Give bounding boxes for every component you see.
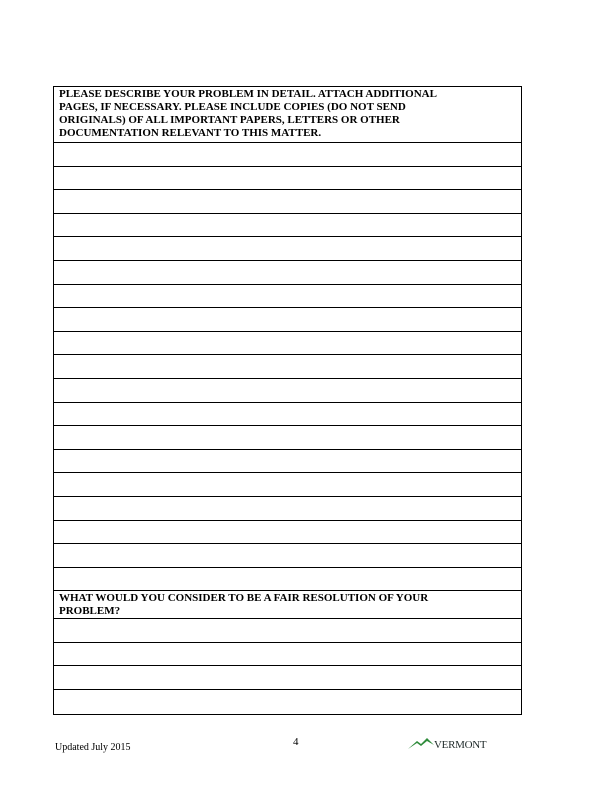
complaint-form-table xyxy=(53,86,522,715)
fair-resolution-prompt: WHAT WOULD YOU CONSIDER TO BE A FAIR RESOLUTION OF YOUR PROBLEM? xyxy=(54,591,521,619)
writing-line[interactable] xyxy=(54,355,521,379)
writing-line[interactable] xyxy=(54,308,521,332)
writing-line[interactable] xyxy=(54,190,521,214)
vermont-logo-text: VERMONT xyxy=(434,739,487,751)
writing-line[interactable] xyxy=(54,568,521,592)
writing-line[interactable] xyxy=(54,379,521,403)
writing-line[interactable] xyxy=(54,426,521,450)
writing-line[interactable] xyxy=(54,473,521,497)
writing-line[interactable] xyxy=(54,643,521,667)
problem-description-lines xyxy=(54,143,521,591)
writing-line[interactable] xyxy=(54,690,521,714)
updated-date: Updated July 2015 xyxy=(55,742,131,753)
writing-line[interactable] xyxy=(54,521,521,545)
writing-line[interactable] xyxy=(54,285,521,309)
problem-description-prompt: PLEASE DESCRIBE YOUR PROBLEM IN DETAIL. ATTACH ADDITIONAL PAGES, IF NECESSARY. PLEASE INCLUDE COPIES (DO NOT SEND ORIGINALS) OF ALL IMPORTANT PAPERS, LETTERS OR OTHER DOCUMENTATION RELEVANT TO THIS MATTER. xyxy=(54,87,521,143)
writing-line[interactable] xyxy=(54,666,521,690)
writing-line[interactable] xyxy=(54,332,521,356)
writing-line[interactable] xyxy=(54,167,521,191)
writing-line[interactable] xyxy=(54,619,521,643)
writing-line[interactable] xyxy=(54,450,521,474)
writing-line[interactable] xyxy=(54,261,521,285)
writing-line[interactable] xyxy=(54,143,521,167)
writing-line[interactable] xyxy=(54,237,521,261)
page-number: 4 xyxy=(293,736,299,748)
mountain-logo-icon xyxy=(408,736,434,750)
writing-line[interactable] xyxy=(54,403,521,427)
writing-line[interactable] xyxy=(54,544,521,568)
fair-resolution-lines xyxy=(54,619,521,713)
vermont-logo xyxy=(408,736,490,754)
writing-line[interactable] xyxy=(54,214,521,238)
writing-line[interactable] xyxy=(54,497,521,521)
